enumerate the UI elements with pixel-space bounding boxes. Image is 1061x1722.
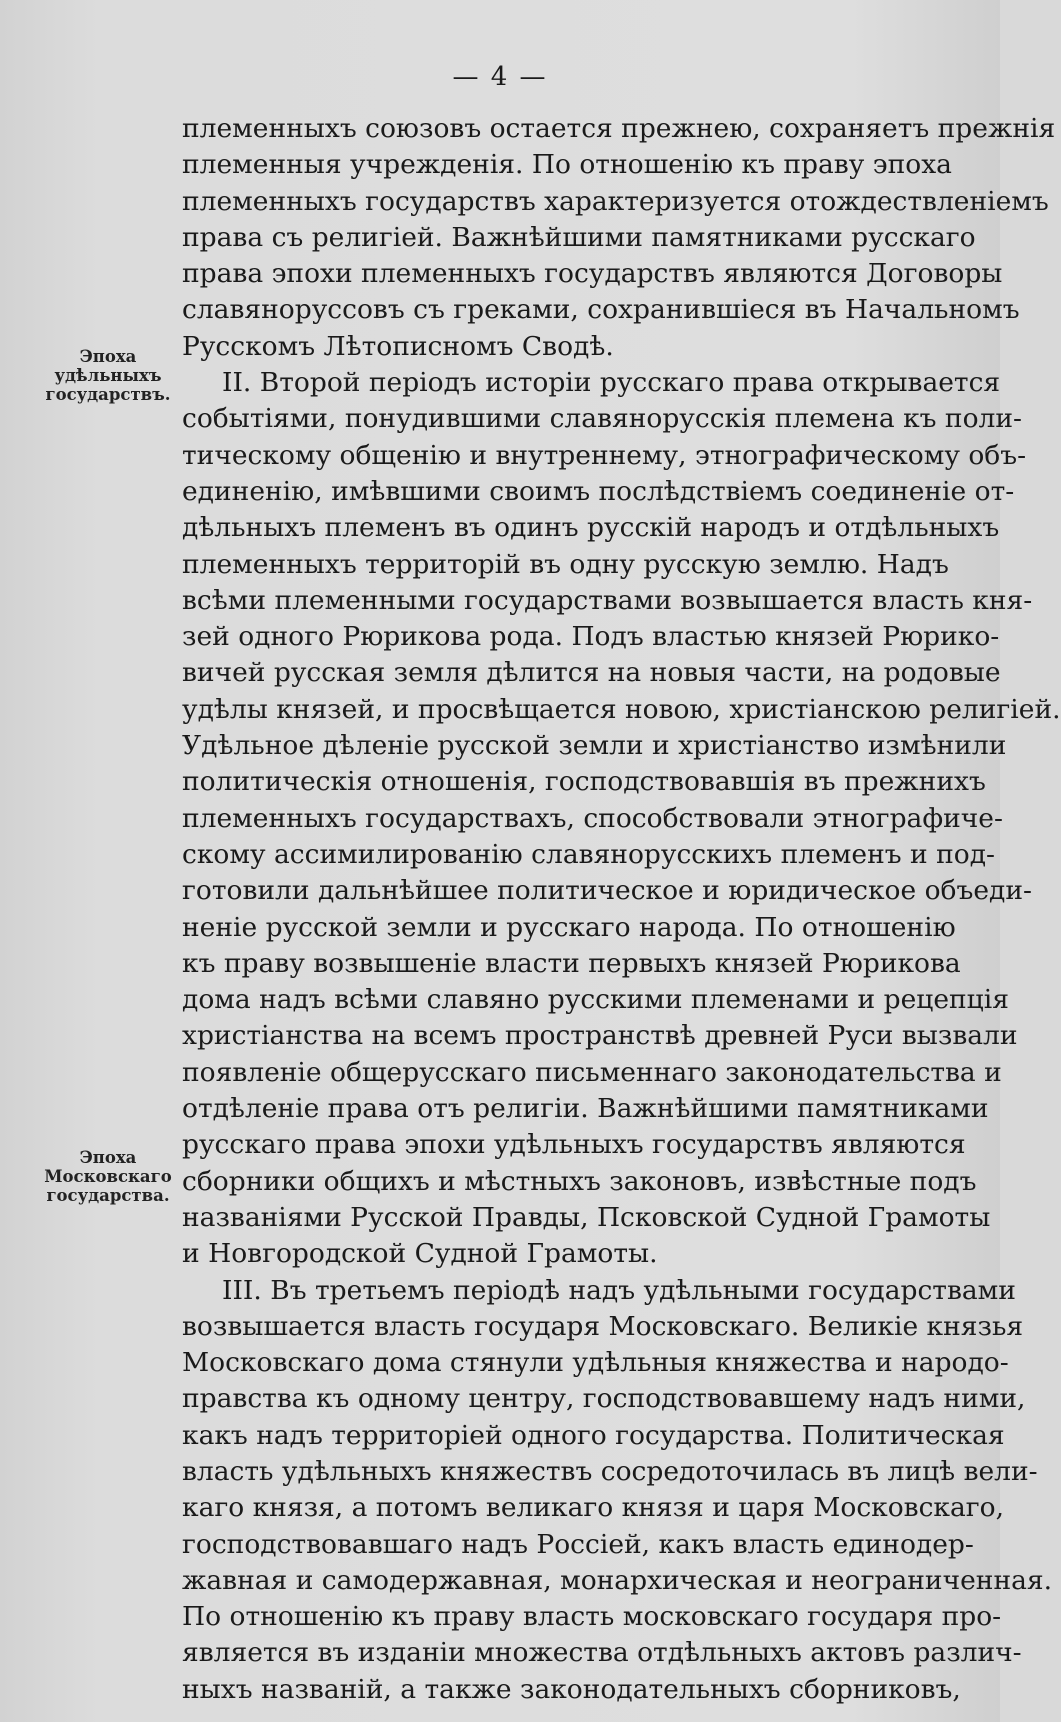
text-line: племенныя учрежденія. По отношенію къ праву эпоха xyxy=(182,149,952,181)
text-line: дома надъ всѣми славяно русскими племенами и рецепція xyxy=(182,984,1009,1016)
text-line: единенію, имѣвшими своимъ послѣдствіемъ соединеніе от- xyxy=(182,475,1015,507)
text-line: событіями, понудившими славянорусскія племена къ поли- xyxy=(182,403,1023,435)
text-line: зей одного Рюрикова рода. Подъ властью князей Рюрико- xyxy=(182,621,1000,653)
text-line: политическія отношенія, господствовавшія въ прежнихъ xyxy=(182,766,986,798)
text-line: является въ изданіи множества отдѣльныхъ актовъ различ- xyxy=(182,1637,1022,1669)
text-line: всѣми племенными государствами возвышается власть кня- xyxy=(182,584,1033,616)
text-line: дѣльныхъ племенъ въ одинъ русскій народъ и отдѣльныхъ xyxy=(182,512,1000,544)
margin-note-appanage-epoch: Эпоха удѣльныхъ государствъ. xyxy=(45,347,171,404)
text-line: Московскаго дома стянули удѣльныя княжества и народо- xyxy=(182,1347,1009,1379)
text-line: права эпохи племенныхъ государствъ являются Договоры xyxy=(182,258,1003,290)
body-text xyxy=(182,111,1061,1708)
text-line: готовили дальнѣйшее политическое и юридическое объеди- xyxy=(182,875,1032,907)
text-line: названіями Русской Правды, Псковской Судной Грамоты xyxy=(182,1201,991,1233)
text-line: Удѣльное дѣленіе русской земли и христіанство измѣнили xyxy=(182,730,1007,762)
text-line: III. Въ третьемъ періодѣ надъ удѣльными государствами xyxy=(222,1274,1016,1306)
text-line: Русскомъ Лѣтописномъ Сводѣ. xyxy=(182,330,614,362)
text-line: племенныхъ государствахъ, способствовали этнографиче- xyxy=(182,802,1003,834)
text-line: сборники общихъ и мѣстныхъ законовъ, извѣстные подъ xyxy=(182,1165,977,1197)
text-line: отдѣленіе права отъ религіи. Важнѣйшими памятниками xyxy=(182,1093,989,1125)
text-line: возвышается власть государя Московскаго. Великіе князья xyxy=(182,1310,1024,1342)
text-line: жавная и самодержавная, монархическая и неограниченная. xyxy=(182,1564,1053,1596)
margin-note-moscow-epoch: Эпоха Московскаго государства. xyxy=(44,1148,172,1205)
text-line: II. Второй періодъ исторіи русскаго права открывается xyxy=(222,367,1001,399)
text-line: племенныхъ территорій въ одну русскую землю. Надъ xyxy=(182,548,949,580)
text-line: неніе русской земли и русскаго народа. По отношенію xyxy=(182,911,956,943)
text-line: удѣлы князей, и просвѣщается новою, христіанскою религіей. xyxy=(182,693,1061,725)
text-line: По отношенію къ праву власть московскаго государя про- xyxy=(182,1601,1002,1633)
text-line: правства къ одному центру, господствовавшему надъ ними, xyxy=(182,1383,1026,1415)
text-line: племенныхъ союзовъ остается прежнею, сохраняетъ прежнія xyxy=(182,113,1056,144)
text-line: власть удѣльныхъ княжествъ сосредоточилась въ лицѣ вели- xyxy=(182,1455,1038,1487)
text-line: русскаго права эпохи удѣльныхъ государствъ являются xyxy=(182,1129,966,1161)
text-line: каго князя, а потомъ великаго князя и царя Московскаго, xyxy=(182,1492,1005,1524)
text-line: права съ религіей. Важнѣйшими памятниками русскаго xyxy=(182,221,976,253)
page-number: — 4 — xyxy=(452,62,548,92)
text-line: господствовавшаго надъ Россіей, какъ власть единодер- xyxy=(182,1528,974,1560)
text-line: и Новгородской Судной Грамоты. xyxy=(182,1238,658,1270)
text-line: ныхъ названій, а также законодательныхъ сборниковъ, xyxy=(182,1673,961,1705)
text-line: христіанства на всемъ пространствѣ древней Руси вызвали xyxy=(182,1020,1018,1052)
text-line: вичей русская земля дѣлится на новыя части, на родовые xyxy=(182,657,1001,689)
text-line: появленіе общерусскаго письменнаго законодательства и xyxy=(182,1056,1002,1088)
text-line: племенныхъ государствъ характеризуется отождествленіемъ xyxy=(182,185,1049,217)
text-line: славянорусcовъ съ греками, сохранившіеся въ Начальномъ xyxy=(182,294,1020,326)
text-line: къ праву возвышеніе власти первыхъ князей Рюрикова xyxy=(182,947,961,979)
text-line: тическому общенію и внутреннему, этнографическому объ- xyxy=(182,439,1027,471)
text-line: скому ассимилированію славянорусскихъ племенъ и под- xyxy=(182,838,995,870)
text-line: какъ надъ территоріей одного государства. Политическая xyxy=(182,1419,1005,1451)
